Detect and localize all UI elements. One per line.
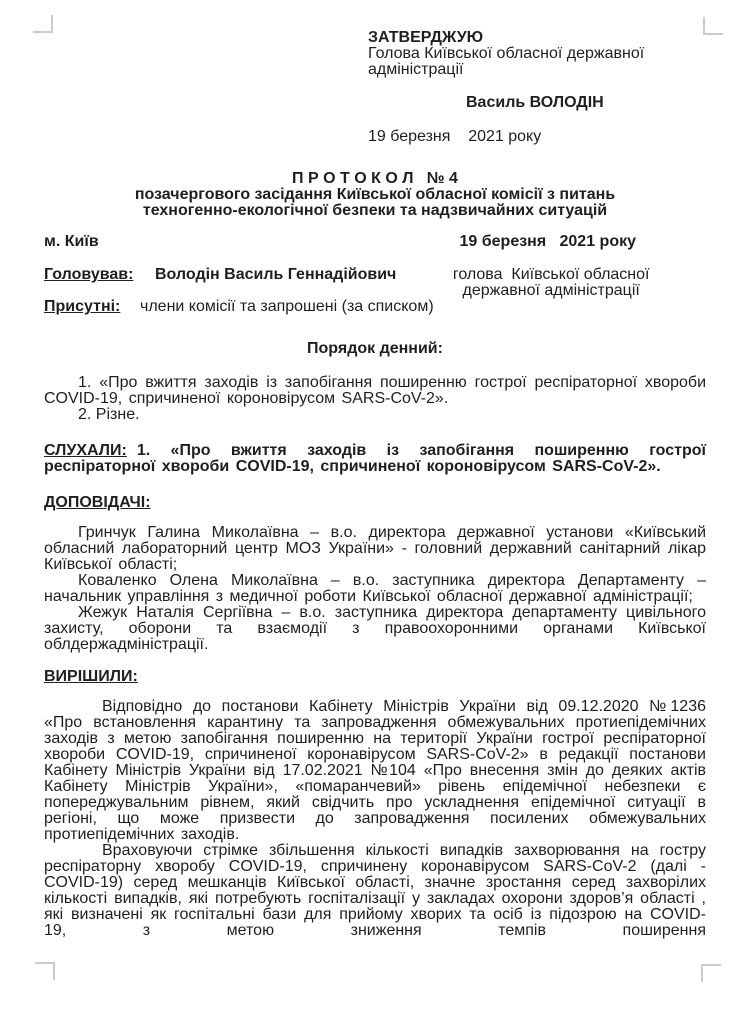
heard-text: 1. «Про вжиття заходів із запобігання поширенню гострої респіраторної хвороби COVID-19, спричиненої короновірусом SARS-CoV-2».	[44, 442, 706, 475]
decided-heading: ВИРІШИЛИ:	[44, 668, 138, 685]
approver-role: Голова Київської обласної державної адміністрації	[368, 45, 645, 78]
agenda-item-2: 2. Різне.	[78, 406, 140, 423]
speaker-paragraph: Жежук Наталія Сергіївна – в.о. заступника директора департаменту цивільного захисту, оборони та взаємодії з правоохоронними органами Київської облдержадміністрації.	[44, 604, 706, 653]
corner-mark-bottom-left-icon	[35, 962, 55, 980]
document-title	[44, 171, 706, 219]
speaker-paragraph: Коваленко Олена Миколаївна – в.о. заступника директора Департаменту – начальник управління з медичної роботи Київської обласної державної адміністрації;	[44, 572, 706, 605]
approver-name: Василь ВОЛОДІН	[466, 94, 604, 111]
decided-paragraph-2: Враховуючи стрімке збільшення кількості випадків захворювання на гостру респіраторну хворобу COVID-19, спричинену коронавірусом SARS-CoV-2 (далі - COVID-19) серед мешканців Київської області, значне зростання серед захворілих кількості випадків, які потребують госпіталізації у закладах охорони здоров’я області , які визначені як госпітальні бази для прийому хворих та осіб із підозрою на COVID-19, з метою зниження темпів поширення	[44, 842, 706, 939]
title-line-1: П Р О Т О К О Л № 4	[292, 170, 458, 187]
chairman-label: Головував:	[44, 266, 134, 283]
attendees-text: члени комісії та запрошені (за списком)	[140, 298, 434, 315]
decided-paragraph-1: Відповідно до постанови Кабінету Міністрів України від 09.12.2020 №1236 «Про встановлення карантину та запровадження обмежувальних протиепідемічних заходів з метою запобігання поширенню на території України гострої респіраторної хвороби COVID-19, спричиненої коронавірусом SARS-CoV-2» в редакції постанови Кабінету Міністрів України від 17.02.2021 №104 «Про внесення змін до деяких актів Кабінету Міністрів України», «помаранчевий» рівень епідемічної небезпеки є попереджувальним рівнем, який свідчить про ускладнення епідемічної ситуації в регіоні, що може призвести до запровадження посилених обмежувальних протиепідемічних заходів.	[44, 698, 706, 843]
title-line-3: техногенно-екологічної безпеки та надзвичайних ситуацій	[142, 202, 608, 219]
title-line-2: позачергового засідання Київської обласної комісії з питань	[134, 186, 616, 203]
attendees-row	[44, 299, 706, 315]
place-date-row	[44, 234, 706, 250]
speakers-heading: ДОПОВІДАЧІ:	[44, 494, 151, 511]
attendees-label: Присутні:	[44, 298, 121, 315]
chairman-role-line-1: голова Київської обласної	[452, 266, 650, 283]
chairman-role	[396, 267, 706, 299]
document-body	[44, 30, 706, 939]
agenda-item-1: 1. «Про вжиття заходів із запобігання поширенню гострої респіраторної хвороби COVID-19, спричиненої короновірусом SARS-CoV-2».	[44, 374, 706, 407]
approval-block	[368, 30, 706, 145]
heard-paragraph	[44, 443, 706, 475]
meeting-date: 19 березня 2021 року	[459, 233, 636, 250]
chairman-role-line-2: державної адміністрації	[462, 282, 640, 299]
speaker-paragraph: Гринчук Галина Миколаївна – в.о. директора державної установи «Київський обласний лабораторний центр МОЗ України» - головний державний санітарний лікар Київської області;	[44, 524, 706, 573]
chairman-name: Володін Василь Геннадійович	[155, 266, 397, 283]
agenda-heading: Порядок денний:	[307, 340, 443, 357]
meeting-place: м. Київ	[44, 233, 99, 250]
corner-mark-bottom-right-icon	[701, 964, 721, 982]
chairman-row	[44, 267, 706, 299]
approval-label: ЗАТВЕРДЖУЮ	[368, 29, 484, 46]
heard-label: СЛУХАЛИ:	[44, 442, 127, 459]
approval-date: 19 березня 2021 року	[368, 128, 542, 145]
corner-mark-top-right-icon	[703, 17, 723, 35]
